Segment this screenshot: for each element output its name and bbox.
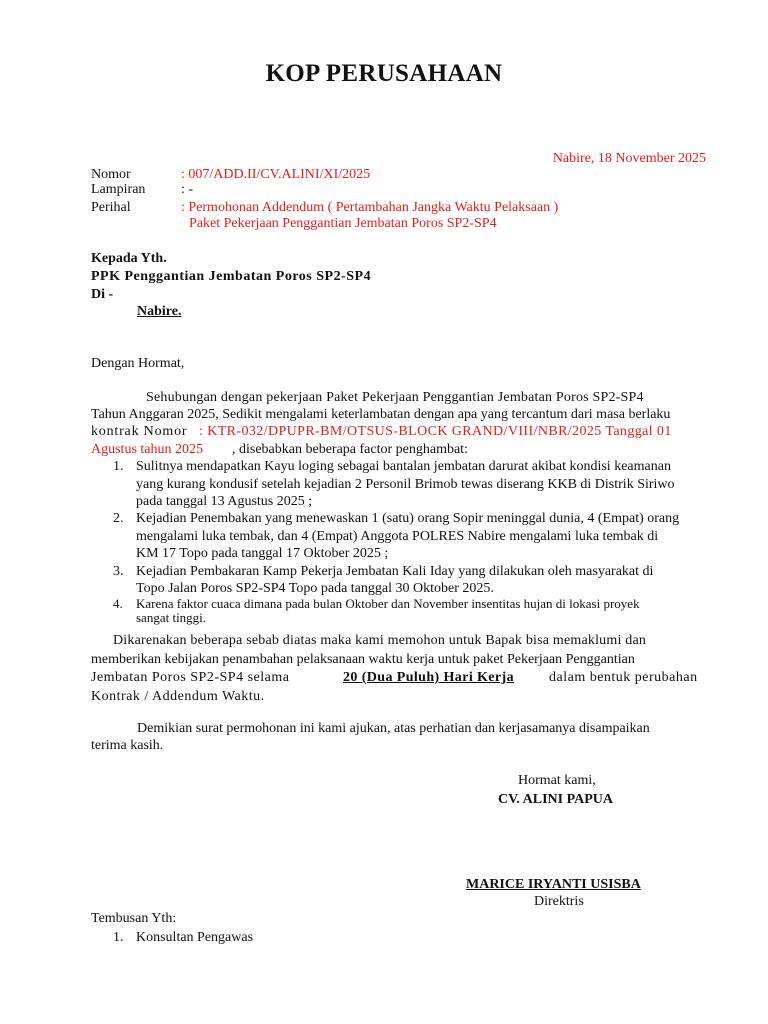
list-item-1-line-2: yang kurang kondusif setelah kejadian 2 Personil Brimob tewas diserang KKB di Distrik Siriwo xyxy=(136,477,675,492)
list-item-3-line-2: Topo Jalan Poros SP2-SP4 Topo pada tanggal 30 Oktober 2025. xyxy=(136,581,494,596)
cc-item-1: Konsultan Pengawas xyxy=(136,930,254,945)
p1-line-3-a: kontrak Nomor xyxy=(91,424,188,439)
list-item-4-line-2: sangat tinggi. xyxy=(136,610,207,625)
p1-line-2: Tahun Anggaran 2025, Sedikit mengalami keterlambatan dengan apa yang tercantum dari masa berlaku xyxy=(91,407,671,422)
perihal-label: Perihal xyxy=(91,200,131,215)
list-item-1-number: 1. xyxy=(113,459,124,474)
lampiran-value: : - xyxy=(181,182,194,197)
p2-line-2: memberikan kebijakan penambahan pelaksanaan waktu kerja untuk paket Pekerjaan Penggantian xyxy=(91,652,635,667)
p1-line-1: Sehubungan dengan pekerjaan Paket Pekerjaan Penggantian Jembatan Poros SP2-SP4 xyxy=(146,390,644,405)
list-item-2-line-1: Kejadian Penembakan yang menewaskan 1 (satu) orang Sopir meninggal dunia, 4 (Empat) orang xyxy=(136,511,680,526)
closing: Hormat kami, xyxy=(518,773,596,788)
list-item-2-line-3: KM 17 Topo pada tanggal 17 Oktober 2025 ; xyxy=(136,546,389,561)
p2-line-3-a: Jembatan Poros SP2-SP4 selama xyxy=(91,670,290,685)
list-item-1-line-1: Sulitnya mendapatkan Kayu loging sebagai bantalan jembatan darurat akibat kondisi keamanan xyxy=(136,459,671,474)
perihal-line-1: : Permohonan Addendum ( Pertambahan Jangka Waktu Pelaksaan ) xyxy=(181,200,559,215)
greeting: Dengan Hormat, xyxy=(91,356,185,371)
recipient-city: Nabire. xyxy=(137,304,182,319)
p1-contract-number: : KTR-032/DPUPR-BM/OTSUS-BLOCK GRAND/VIII/NBR/2025 Tanggal 01 xyxy=(199,424,672,439)
p2-line-1: Dikarenakan beberapa sebab diatas maka kami memohon untuk Bapak bisa memaklumi dan xyxy=(113,633,647,648)
recipient-line-3: Di - xyxy=(91,287,114,302)
signatory-name: MARICE IRYANTI USISBA xyxy=(466,877,641,892)
company-name: CV. ALINI PAPUA xyxy=(498,792,613,807)
nomor-label: Nomor xyxy=(91,167,131,182)
p3-line-1: Demikian surat permohonan ini kami ajukan, atas perhatian dan kerjasamanya disampaikan xyxy=(137,721,650,736)
letterhead-title: KOP PERUSAHAAN xyxy=(265,60,503,87)
list-item-4-number: 4. xyxy=(113,596,123,611)
recipient-line-1: Kepada Yth. xyxy=(91,251,167,266)
p3-line-2: terima kasih. xyxy=(91,738,164,753)
list-item-4-line-1: Karena faktor cuaca dimana pada bulan Oktober dan November insentitas hujan di lokasi proyek xyxy=(136,596,640,611)
list-item-1-line-3: pada tanggal 13 Agustus 2025 ; xyxy=(136,494,313,509)
p1-line-4-b: , disebabkan beberapa factor penghambat: xyxy=(232,442,468,457)
place-date: Nabire, 18 November 2025 xyxy=(552,151,706,166)
list-item-3-number: 3. xyxy=(113,564,124,579)
recipient-line-2: PPK Penggantian Jembatan Poros SP2-SP4 xyxy=(91,269,372,284)
signatory-position: Direktris xyxy=(534,894,584,909)
list-item-3-line-1: Kejadian Pembakaran Kamp Pekerja Jembatan Kali Iday yang dilakukan oleh masyarakat di xyxy=(136,564,654,579)
cc-item-1-number: 1. xyxy=(113,930,124,945)
list-item-2-line-2: mengalami luka tembak, dan 4 (Empat) Anggota POLRES Nabire mengalami luka tembak di xyxy=(136,529,659,544)
lampiran-label: Lampiran xyxy=(91,182,146,197)
perihal-line-2: Paket Pekerjaan Penggantian Jembatan Poros SP2-SP4 xyxy=(189,216,497,231)
p2-line-4: Kontrak / Addendum Waktu. xyxy=(91,689,265,704)
p2-duration: 20 (Dua Puluh) Hari Kerja xyxy=(343,670,514,685)
p1-contract-date: Agustus tahun 2025 xyxy=(91,442,203,457)
list-item-2-number: 2. xyxy=(113,511,124,526)
p2-line-3-c: dalam bentuk perubahan xyxy=(549,670,698,685)
nomor-value: : 007/ADD.II/CV.ALINI/XI/2025 xyxy=(181,167,371,182)
cc-label: Tembusan Yth: xyxy=(91,911,177,926)
